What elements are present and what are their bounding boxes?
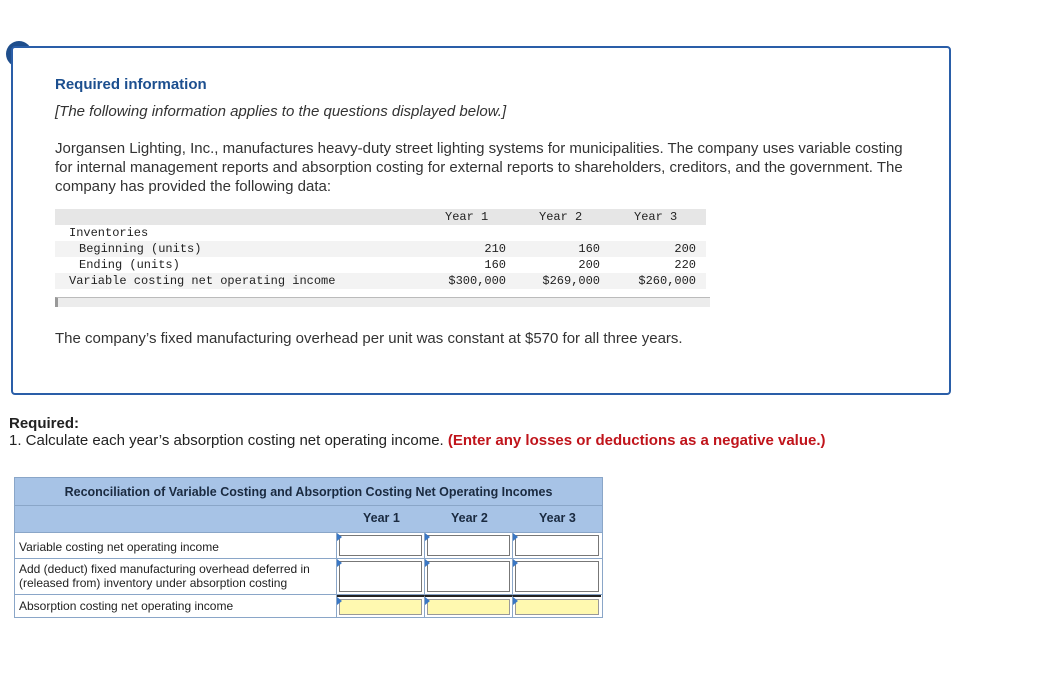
recon-header-year-3: Year 3	[539, 511, 576, 525]
row-label: Add (deduct) fixed manufacturing overhead deferred in (released from) inventory under absorption costing	[15, 559, 337, 594]
answer-input[interactable]	[339, 561, 422, 592]
row-label: Ending (units)	[79, 258, 180, 272]
answer-cell-year-3[interactable]	[513, 595, 601, 617]
answer-cell-year-1[interactable]	[337, 559, 425, 594]
info-title: Required information	[55, 76, 207, 93]
answer-input[interactable]	[339, 599, 422, 615]
cell: $269,000	[542, 274, 600, 288]
cell: 160	[578, 242, 600, 256]
cell-marker-icon	[513, 597, 518, 605]
cell: 200	[578, 258, 600, 272]
answer-cell-year-3[interactable]	[513, 559, 601, 594]
answer-input[interactable]	[515, 535, 599, 556]
cell: 200	[674, 242, 696, 256]
answer-input[interactable]	[427, 561, 510, 592]
answer-input[interactable]	[515, 561, 599, 592]
section-label: Inventories	[69, 226, 149, 240]
cell: $260,000	[638, 274, 696, 288]
table-row	[55, 257, 706, 273]
header-year-3: Year 3	[634, 210, 678, 224]
table-row	[15, 533, 602, 558]
row-label: Variable costing net operating income	[69, 274, 336, 288]
cell-marker-icon	[513, 559, 518, 567]
table-row	[15, 594, 602, 617]
answer-cell-year-1[interactable]	[337, 533, 425, 558]
required-label: Required:	[9, 415, 80, 432]
table-scrollbar[interactable]	[55, 297, 710, 307]
cell-marker-icon	[425, 533, 430, 541]
reconciliation-header	[15, 506, 602, 533]
reconciliation-title: Reconciliation of Variable Costing and Absorption Costing Net Operating Incomes	[15, 478, 602, 506]
cell: 160	[484, 258, 506, 272]
answer-cell-year-2[interactable]	[425, 559, 513, 594]
required-instruction: 1. Calculate each year’s absorption costing net operating income.	[9, 432, 444, 449]
recon-header-year-2: Year 2	[451, 511, 488, 525]
data-table-header	[55, 209, 706, 225]
required-emphasis: (Enter any losses or deductions as a negative value.)	[447, 432, 826, 449]
answer-input[interactable]	[427, 535, 510, 556]
reconciliation-table	[14, 477, 603, 618]
answer-input[interactable]	[515, 599, 599, 615]
cell: 220	[674, 258, 696, 272]
table-row	[55, 225, 706, 241]
cell: 210	[484, 242, 506, 256]
data-table	[55, 209, 706, 289]
answer-cell-year-2[interactable]	[425, 533, 513, 558]
header-year-1: Year 1	[445, 210, 489, 224]
answer-cell-year-1[interactable]	[337, 595, 425, 617]
row-label: Variable costing net operating income	[15, 533, 337, 558]
recon-header-year-1: Year 1	[363, 511, 400, 525]
answer-cell-year-3[interactable]	[513, 533, 601, 558]
table-row	[55, 241, 706, 257]
cell-marker-icon	[425, 559, 430, 567]
header-year-2: Year 2	[539, 210, 583, 224]
info-paragraph: Jorgansen Lighting, Inc., manufactures heavy-duty street lighting systems for municipalities. The company uses variable costing for internal management reports and absorption costing for external reports to shareholders, creditors, and the government. The company has provided the following data:	[55, 140, 903, 195]
answer-input[interactable]	[339, 535, 422, 556]
cell: $300,000	[448, 274, 506, 288]
table-row	[55, 273, 706, 289]
cell-marker-icon	[513, 533, 518, 541]
required-text	[9, 432, 826, 449]
row-label: Absorption costing net operating income	[15, 595, 337, 617]
table-row	[15, 558, 602, 594]
cell-marker-icon	[337, 597, 342, 605]
row-label: Beginning (units)	[79, 242, 202, 256]
cell-marker-icon	[337, 559, 342, 567]
answer-cell-year-2[interactable]	[425, 595, 513, 617]
info-subtitle: [The following information applies to the questions displayed below.]	[55, 103, 507, 120]
cell-marker-icon	[425, 597, 430, 605]
answer-input[interactable]	[427, 599, 510, 615]
info-note: The company’s fixed manufacturing overhead per unit was constant at $570 for all three years.	[55, 330, 683, 347]
cell-marker-icon	[337, 533, 342, 541]
info-panel	[11, 46, 951, 395]
